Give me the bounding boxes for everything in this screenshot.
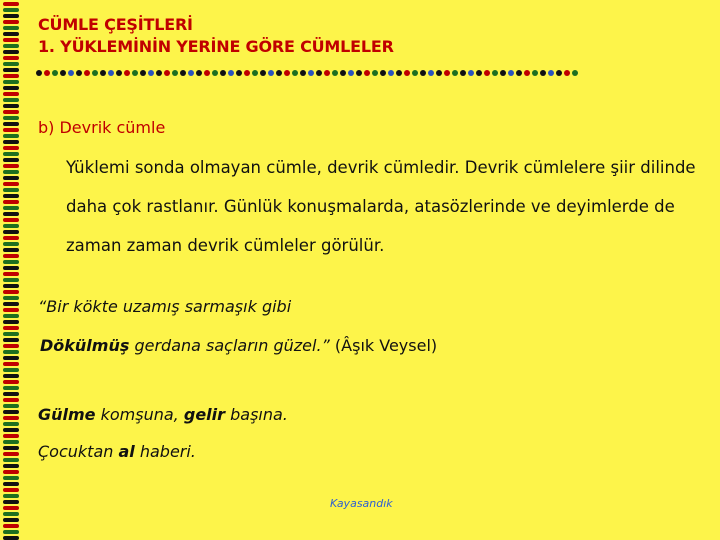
divider-dot <box>316 70 322 76</box>
poem-line-2 <box>40 336 437 355</box>
border-stripe <box>3 26 19 30</box>
divider-dot <box>404 70 410 76</box>
border-stripe <box>3 80 19 84</box>
poem-line-2-text: gerdana saçların güzel.” <box>129 336 335 355</box>
border-stripe <box>3 374 19 378</box>
divider-dot <box>284 70 290 76</box>
border-stripe <box>3 488 19 492</box>
divider-dot <box>324 70 330 76</box>
divider-dot <box>332 70 338 76</box>
border-stripe <box>3 86 19 90</box>
divider-dot <box>92 70 98 76</box>
border-stripe <box>3 248 19 252</box>
divider-dot <box>388 70 394 76</box>
divider-dot <box>276 70 282 76</box>
title-line-1: CÜMLE ÇEŞİTLERİ <box>38 15 193 34</box>
definition-paragraph: Yüklemi sonda olmayan cümle, devrik cümledir. Devrik cümlelere şiir dilinde daha çok rastlanır. Günlük konuşmalarda, atasözlerinde ve deyimlerde de zaman zaman devrik cümleler görülür. <box>66 158 696 255</box>
border-stripe <box>3 164 19 168</box>
border-stripe <box>3 494 19 498</box>
border-stripe <box>3 224 19 228</box>
border-stripe <box>3 518 19 522</box>
proverb-1 <box>38 405 288 424</box>
divider-dot <box>556 70 562 76</box>
border-stripe <box>3 470 19 474</box>
border-stripe <box>3 122 19 126</box>
divider-dot <box>468 70 474 76</box>
proverb-2-end: haberi. <box>134 442 196 461</box>
border-stripe <box>3 344 19 348</box>
divider-dot <box>220 70 226 76</box>
divider-dot <box>516 70 522 76</box>
divider-dot <box>356 70 362 76</box>
divider-dot <box>292 70 298 76</box>
border-stripe <box>3 68 19 72</box>
border-stripe <box>3 278 19 282</box>
border-stripe <box>3 524 19 528</box>
border-stripe <box>3 284 19 288</box>
divider-dot <box>572 70 578 76</box>
divider-dot <box>548 70 554 76</box>
border-stripe <box>3 362 19 366</box>
border-stripe <box>3 176 19 180</box>
border-stripe <box>3 272 19 276</box>
divider-dot <box>420 70 426 76</box>
proverb-1-mid: komşuna, <box>95 405 184 424</box>
divider-dot <box>212 70 218 76</box>
border-stripe <box>3 404 19 408</box>
border-stripe <box>3 410 19 414</box>
divider-dot <box>116 70 122 76</box>
border-stripe <box>3 320 19 324</box>
border-stripe <box>3 134 19 138</box>
poem-attribution: (Âşık Veysel) <box>334 336 438 355</box>
divider-dot <box>68 70 74 76</box>
divider-dot <box>156 70 162 76</box>
border-stripe <box>3 422 19 426</box>
border-stripe <box>3 506 19 510</box>
divider-dot <box>428 70 434 76</box>
divider-dot <box>52 70 58 76</box>
divider-dot <box>76 70 82 76</box>
divider-dot <box>36 70 42 76</box>
border-stripe <box>3 8 19 12</box>
divider-dot <box>252 70 258 76</box>
divider-dot <box>180 70 186 76</box>
border-stripe <box>3 140 19 144</box>
divider-dot <box>524 70 530 76</box>
border-stripe <box>3 260 19 264</box>
divider-dot <box>108 70 114 76</box>
divider-dot <box>228 70 234 76</box>
divider-dot <box>84 70 90 76</box>
divider-dot <box>164 70 170 76</box>
border-stripe <box>3 242 19 246</box>
border-stripe <box>3 50 19 54</box>
border-stripe <box>3 356 19 360</box>
border-stripe <box>3 158 19 162</box>
divider-dot <box>300 70 306 76</box>
divider-dot <box>268 70 274 76</box>
border-stripe <box>3 500 19 504</box>
divider-dot <box>364 70 370 76</box>
divider-dot <box>452 70 458 76</box>
proverb-2-start: Çocuktan <box>38 442 119 461</box>
border-stripe <box>3 2 19 6</box>
author-signature: Kayasandık <box>330 497 393 510</box>
border-stripe <box>3 314 19 318</box>
border-stripe <box>3 254 19 258</box>
border-stripe <box>3 302 19 306</box>
border-stripe <box>3 368 19 372</box>
decorative-left-border <box>0 0 22 540</box>
divider-dot <box>460 70 466 76</box>
divider-dot <box>380 70 386 76</box>
border-stripe <box>3 464 19 468</box>
decorative-dotted-divider <box>36 70 576 78</box>
divider-dot <box>172 70 178 76</box>
proverb-1-verb-2: gelir <box>183 405 226 424</box>
border-stripe <box>3 218 19 222</box>
divider-dot <box>236 70 242 76</box>
border-stripe <box>3 482 19 486</box>
border-stripe <box>3 128 19 132</box>
border-stripe <box>3 512 19 516</box>
divider-dot <box>412 70 418 76</box>
divider-dot <box>244 70 250 76</box>
border-stripe <box>3 146 19 150</box>
border-stripe <box>3 290 19 294</box>
poem-verb: Dökülmüş <box>40 336 130 355</box>
divider-dot <box>476 70 482 76</box>
divider-dot <box>564 70 570 76</box>
divider-dot <box>436 70 442 76</box>
border-stripe <box>3 458 19 462</box>
border-stripe <box>3 434 19 438</box>
border-stripe <box>3 440 19 444</box>
border-stripe <box>3 188 19 192</box>
border-stripe <box>3 212 19 216</box>
border-stripe <box>3 386 19 390</box>
border-stripe <box>3 20 19 24</box>
divider-dot <box>196 70 202 76</box>
border-stripe <box>3 74 19 78</box>
divider-dot <box>60 70 66 76</box>
poem-line-1 <box>38 297 291 316</box>
divider-dot <box>100 70 106 76</box>
divider-dot <box>188 70 194 76</box>
border-stripe <box>3 530 19 534</box>
border-stripe <box>3 170 19 174</box>
border-stripe <box>3 14 19 18</box>
divider-dot <box>396 70 402 76</box>
border-stripe <box>3 56 19 60</box>
divider-dot <box>484 70 490 76</box>
divider-dot <box>148 70 154 76</box>
border-stripe <box>3 416 19 420</box>
divider-dot <box>124 70 130 76</box>
border-stripe <box>3 32 19 36</box>
proverb-2 <box>38 442 196 461</box>
border-stripe <box>3 536 19 540</box>
border-stripe <box>3 182 19 186</box>
divider-dot <box>540 70 546 76</box>
border-stripe <box>3 332 19 336</box>
border-stripe <box>3 104 19 108</box>
divider-dot <box>444 70 450 76</box>
border-stripe <box>3 326 19 330</box>
border-stripe <box>3 116 19 120</box>
proverb-1-end: başına. <box>225 405 288 424</box>
border-stripe <box>3 266 19 270</box>
divider-dot <box>348 70 354 76</box>
poem-line-1-text: “Bir kökte uzamış sarmaşık gibi <box>38 297 292 316</box>
divider-dot <box>500 70 506 76</box>
divider-dot <box>308 70 314 76</box>
border-stripe <box>3 44 19 48</box>
divider-dot <box>532 70 538 76</box>
divider-dot <box>260 70 266 76</box>
divider-dot <box>492 70 498 76</box>
divider-dot <box>340 70 346 76</box>
proverb-2-verb: al <box>118 442 135 461</box>
page-title <box>38 14 394 58</box>
divider-dot <box>204 70 210 76</box>
border-stripe <box>3 92 19 96</box>
divider-dot <box>508 70 514 76</box>
border-stripe <box>3 230 19 234</box>
divider-dot <box>132 70 138 76</box>
border-stripe <box>3 62 19 66</box>
border-stripe <box>3 398 19 402</box>
border-stripe <box>3 308 19 312</box>
border-stripe <box>3 98 19 102</box>
border-stripe <box>3 152 19 156</box>
title-line-2: 1. YÜKLEMİNİN YERİNE GÖRE CÜMLELER <box>38 37 394 56</box>
border-stripe <box>3 446 19 450</box>
section-heading: b) Devrik cümle <box>38 118 166 137</box>
border-stripe <box>3 194 19 198</box>
divider-dot <box>140 70 146 76</box>
border-stripe <box>3 428 19 432</box>
border-stripe <box>3 350 19 354</box>
border-stripe <box>3 392 19 396</box>
border-stripe <box>3 452 19 456</box>
border-stripe <box>3 206 19 210</box>
border-stripe <box>3 236 19 240</box>
border-stripe <box>3 296 19 300</box>
divider-dot <box>372 70 378 76</box>
border-stripe <box>3 200 19 204</box>
border-stripe <box>3 110 19 114</box>
divider-dot <box>44 70 50 76</box>
border-stripe <box>3 338 19 342</box>
proverb-1-verb-1: Gülme <box>38 405 96 424</box>
border-stripe <box>3 380 19 384</box>
border-stripe <box>3 476 19 480</box>
border-stripe <box>3 38 19 42</box>
